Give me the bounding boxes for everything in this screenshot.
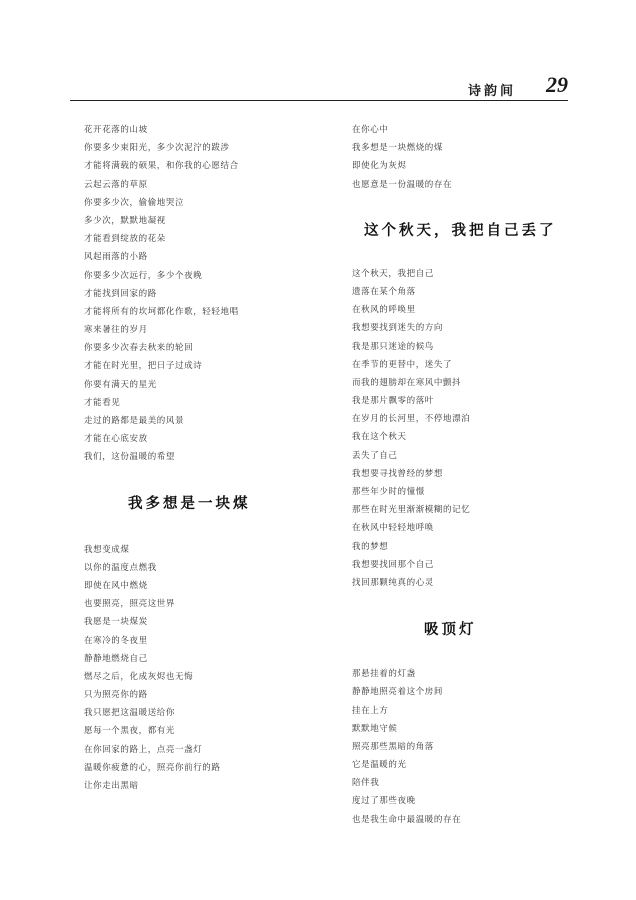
poem-line: 在秋风中轻轻地呼唤 <box>352 523 434 534</box>
poem-line: 你要多少次远行，多少个夜晚 <box>84 270 203 281</box>
left-column <box>84 121 314 795</box>
poem-line: 在季节的更替中，迷失了 <box>352 359 453 370</box>
poem-line: 我是那只迷途的候鸟 <box>352 341 434 352</box>
poem-title-ceiling-lamp: 吸顶灯 <box>424 621 477 639</box>
poem-line: 我是那片飘零的落叶 <box>352 396 434 407</box>
poem-line: 而我的翅膀却在寒风中颤抖 <box>352 377 462 388</box>
poem-autumn-text <box>352 265 582 592</box>
poem-line: 我们，这份温暖的希望 <box>84 452 176 463</box>
running-header <box>70 72 568 100</box>
poem-line: 才能看见 <box>84 397 121 408</box>
poem2-tail-text <box>352 121 582 194</box>
poem-line: 我愿是一块煤炭 <box>84 617 148 628</box>
poem-line: 愿每一个黑夜，都有光 <box>84 726 176 737</box>
poem-line: 在秋风的呼唤里 <box>352 305 416 316</box>
poem-coal-text <box>84 541 314 796</box>
poem-line: 让你走出黑暗 <box>84 781 139 791</box>
page-number: 29 <box>546 72 568 97</box>
poem-line: 你要多少束阳光，多少次泥泞的跋涉 <box>84 143 230 154</box>
poem-line: 温暖你疲惫的心，照亮你前行的路 <box>84 762 221 773</box>
poem-line: 你要多少次春去秋来的轮回 <box>84 343 194 354</box>
poem-line: 才能在时光里，把日子过成诗 <box>84 361 203 372</box>
right-column <box>352 121 582 829</box>
poem-line: 在岁月的长河里，不停地漂泊 <box>352 414 471 425</box>
poem-line: 静静地照亮着这个房间 <box>352 687 444 698</box>
poem-line: 在寒冷的冬夜里 <box>84 635 148 646</box>
poem-line: 我想要找到迷失的方向 <box>352 323 444 334</box>
poem-line: 才能找到回家的路 <box>84 288 157 299</box>
poem-line: 挂在上方 <box>352 705 389 716</box>
poem-line: 寒来暑往的岁月 <box>84 325 148 336</box>
poem-line: 我想变成煤 <box>84 544 130 555</box>
poem-line: 那悬挂着的灯盏 <box>352 669 416 680</box>
poem-title-coal: 我多想是一块煤 <box>128 494 251 512</box>
poem-line: 我的梦想 <box>352 541 389 552</box>
poem-line: 走过的路都是最美的风景 <box>84 416 185 426</box>
poem-line: 才能将满载的硕果，和你我的心愿结合 <box>84 161 239 172</box>
poem-line: 这个秋天，我把自己 <box>352 268 434 279</box>
poem-line: 多少次，默默地凝视 <box>84 215 166 226</box>
poem-line: 在你心中 <box>352 125 389 135</box>
poem-line: 即使化为灰烬 <box>352 161 407 172</box>
poem-line: 也要照亮，照亮这世界 <box>84 599 176 610</box>
poem-line: 也是我生命中最温暖的存在 <box>352 814 462 825</box>
poem-line: 我在这个秋天 <box>352 432 407 443</box>
poem-line: 我想要寻找曾经的梦想 <box>352 468 444 479</box>
poem1-tail-text <box>84 121 314 467</box>
poem-line: 你要有满天的星光 <box>84 379 157 390</box>
poem-line: 才能看到绽放的花朵 <box>84 234 166 245</box>
header-rule <box>70 100 568 101</box>
poem-line: 花开花落的山坡 <box>84 125 148 135</box>
poem-line: 才能在心底安放 <box>84 434 148 445</box>
poem-line: 燃尽之后，化成灰烬也无悔 <box>84 671 194 682</box>
poem-line: 度过了那些夜晚 <box>352 796 416 807</box>
poem-line: 风起雨落的小路 <box>84 252 148 263</box>
poem-line: 我多想是一块燃烧的煤 <box>352 143 444 154</box>
poem-line: 默默地守候 <box>352 723 398 734</box>
poem-line: 静静地燃烧自己 <box>84 653 148 664</box>
header-title: 诗韵间 <box>467 84 516 99</box>
poem-line: 也愿意是一份温暖的存在 <box>352 179 453 190</box>
poem-ceiling-lamp-text <box>352 665 582 829</box>
poem-line: 只为照亮你的路 <box>84 690 148 701</box>
poem-line: 你要多少次，偷偷地哭泣 <box>84 197 185 208</box>
poem-line: 陪伴我 <box>352 778 380 789</box>
poem-line: 照亮那些黑暗的角落 <box>352 741 434 752</box>
poem-line: 在你回家的路上，点亮一盏灯 <box>84 744 203 755</box>
poem-line: 云起云落的草原 <box>84 179 148 190</box>
poem-line: 找回那颗纯真的心灵 <box>352 577 434 588</box>
poem-line: 丢失了自己 <box>352 450 398 461</box>
poem-title-autumn: 这个秋天，我把自己丢了 <box>364 221 557 239</box>
poem-line: 才能将所有的坎坷都化作歌，轻轻地唱 <box>84 306 239 317</box>
poem-line: 那些年少时的憧憬 <box>352 487 425 497</box>
poem-line: 我只愿把这温暖送给你 <box>84 708 176 719</box>
poem-line: 它是温暖的光 <box>352 760 407 771</box>
poem-line: 我想要找回那个自己 <box>352 559 434 570</box>
poem-line: 那些在时光里渐渐模糊的记忆 <box>352 505 471 516</box>
poem-line: 遗落在某个角落 <box>352 286 416 297</box>
poem-line: 即使在风中燃烧 <box>84 580 148 591</box>
poem-line: 以你的温度点燃我 <box>84 562 157 573</box>
